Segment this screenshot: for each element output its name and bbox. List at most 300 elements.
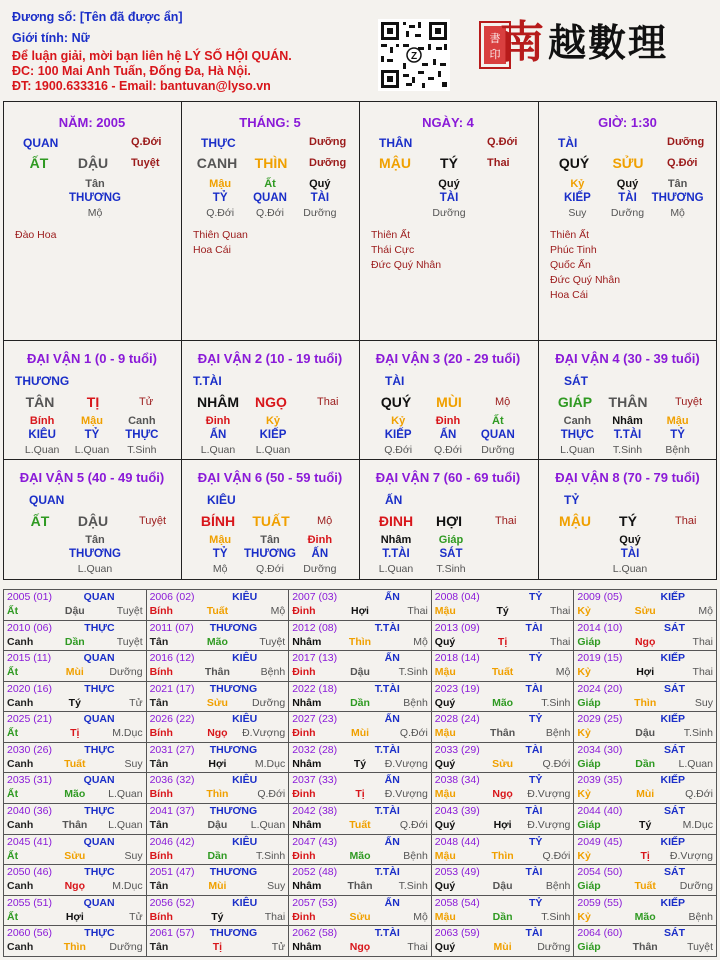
year-cell xyxy=(4,834,147,865)
dai-van-hidden-god: THỰC xyxy=(560,429,594,441)
year-label: 2043 (39) xyxy=(434,805,480,818)
year-state: Đ.Vượng xyxy=(527,819,571,832)
year-branch: Sửu xyxy=(634,605,656,617)
year-state: Tuyệt xyxy=(116,605,143,617)
year-cell xyxy=(289,926,432,957)
dai-van-hidden-state: Bệnh xyxy=(665,444,690,456)
year-stem: Mậu xyxy=(434,666,456,679)
svg-text:書: 書 xyxy=(489,32,501,45)
year-state: Dưỡng xyxy=(537,941,571,954)
year-branch: Dần xyxy=(635,757,656,770)
pillar-branch: THÌN xyxy=(254,155,288,171)
year-cell xyxy=(4,620,147,651)
hidden-god: THƯƠNG xyxy=(651,192,704,204)
hidden-god: KIẾP xyxy=(563,192,591,204)
year-god: THƯƠNG xyxy=(209,927,258,940)
year-label: 2032 (28) xyxy=(292,743,338,756)
year-cell xyxy=(574,742,717,773)
hidden-god: TỶ xyxy=(212,192,228,204)
year-label: 2014 (10) xyxy=(577,621,623,634)
dai-van-stem: NHÂM xyxy=(197,394,239,410)
year-label: 2025 (21) xyxy=(7,713,52,726)
year-god: SÁT xyxy=(664,927,685,940)
year-label: 2063 (59) xyxy=(434,927,480,940)
year-branch: Mùi xyxy=(350,727,370,740)
hidden-god: TÀI xyxy=(310,192,330,204)
dai-van-hidden-state: L.Quan xyxy=(74,444,110,456)
year-label: 2006 (02) xyxy=(149,591,195,603)
year-state: T.Sinh xyxy=(683,727,713,740)
year-cell xyxy=(431,865,574,896)
dai-van-hidden-god: SÁT xyxy=(439,548,463,560)
year-cell xyxy=(431,773,574,804)
dai-van-hidden-stem: Kỷ xyxy=(265,415,281,427)
hidden-god: QUAN xyxy=(253,192,287,204)
year-branch: Dần xyxy=(64,635,85,648)
pillar-god: THÂN xyxy=(379,136,413,150)
year-god: QUAN xyxy=(83,896,115,909)
year-label: 2058 (54) xyxy=(434,896,480,909)
hidden-state: Suy xyxy=(568,207,587,219)
year-state: Dưỡng xyxy=(109,941,143,954)
year-state: Tuyệt xyxy=(116,635,143,648)
year-state: Suy xyxy=(267,880,286,893)
year-state: Thai xyxy=(692,635,713,648)
year-label: 2034 (30) xyxy=(577,743,623,756)
year-row xyxy=(4,865,717,896)
year-state: Đ.Vượng xyxy=(669,849,713,862)
dai-van-god: KIÊU xyxy=(207,493,236,507)
dai-van-hidden-stem: Mậu xyxy=(81,415,103,427)
year-stem: Bính xyxy=(149,727,173,740)
dai-van-state: Mộ xyxy=(495,396,511,408)
year-cell xyxy=(574,590,717,621)
year-state: Thai xyxy=(407,941,428,954)
star-name: Đào Hoa xyxy=(15,229,57,241)
year-branch: Sửu xyxy=(64,849,86,862)
year-branch: Tị xyxy=(212,941,223,954)
year-cell xyxy=(4,804,147,835)
year-branch: Thân xyxy=(632,941,658,954)
pillar-state: Thai xyxy=(487,157,510,169)
year-branch: Thân xyxy=(204,666,230,679)
year-god: T.TÀI xyxy=(374,682,400,695)
dai-van-hidden-state: Q.Đới xyxy=(256,563,284,575)
year-stem: Kỷ xyxy=(577,666,591,679)
dai-van-title: ĐẠI VẬN 7 (60 - 69 tuổi) xyxy=(375,470,521,485)
year-state: T.Sinh xyxy=(256,849,286,862)
hidden-stem: Mậu xyxy=(209,178,232,190)
hidden-state: Dưỡng xyxy=(432,207,466,219)
year-cell xyxy=(289,620,432,651)
year-branch: Tuất xyxy=(206,605,229,617)
year-branch: Tị xyxy=(640,849,650,862)
year-stem: Mậu xyxy=(434,910,456,923)
year-row xyxy=(4,681,717,712)
year-label: 2061 (57) xyxy=(149,927,195,940)
pillar-state: Q.Đới xyxy=(667,157,698,169)
year-god: THƯƠNG xyxy=(209,621,258,634)
year-god: THỰC xyxy=(84,866,115,879)
pillar-title: GIỜ: 1:30 xyxy=(598,115,657,130)
dai-van-state: Tuyệt xyxy=(675,396,703,408)
dai-van-hidden-god: TỶ xyxy=(212,548,228,560)
year-branch: Thân xyxy=(347,880,373,893)
year-branch: Mão xyxy=(492,696,514,709)
pillar-right-state: Q.Đới xyxy=(131,136,162,148)
year-cell xyxy=(431,681,574,712)
dai-van-branch: MÙI xyxy=(436,394,462,410)
dai-van-hidden-state: L.Quan xyxy=(200,444,236,456)
year-row xyxy=(4,590,717,621)
year-god: THƯƠNG xyxy=(209,682,258,695)
year-cell xyxy=(289,590,432,621)
year-label: 2008 (04) xyxy=(434,591,480,603)
year-state: Mộ xyxy=(413,635,428,648)
year-stem: Canh xyxy=(7,757,34,770)
star-name: Hoa Cái xyxy=(193,244,231,256)
year-state: M.Dục xyxy=(112,727,143,740)
year-god: THỰC xyxy=(84,743,115,756)
year-cell xyxy=(289,895,432,926)
year-god: TỶ xyxy=(528,835,543,848)
year-stem: Quý xyxy=(434,880,456,893)
year-stem: Giáp xyxy=(577,880,601,893)
year-cell xyxy=(4,651,147,682)
year-state: Tử xyxy=(129,910,143,923)
year-branch: Dậu xyxy=(635,727,656,740)
year-god: KIÊU xyxy=(232,835,258,848)
year-branch: Tý xyxy=(639,819,652,832)
star-name: Hoa Cái xyxy=(550,289,588,301)
year-stem: Đinh xyxy=(292,666,316,679)
year-label: 2056 (52) xyxy=(149,896,195,909)
year-label: 2053 (49) xyxy=(434,866,480,879)
year-branch: Hợi xyxy=(208,757,227,770)
year-branch: Dậu xyxy=(492,880,513,893)
pillar-god: THỰC xyxy=(201,136,236,150)
year-state: Mộ xyxy=(698,605,713,617)
year-stem: Bính xyxy=(149,788,173,801)
dai-van-stem: GIÁP xyxy=(557,394,593,410)
year-god: ẤN xyxy=(384,713,400,726)
year-stem: Nhâm xyxy=(292,696,322,709)
year-label: 2010 (06) xyxy=(7,621,52,634)
year-branch: Mão xyxy=(64,788,86,801)
year-branch: Thân xyxy=(490,727,516,740)
year-branch: Mùi xyxy=(65,666,84,679)
dai-van-hidden-stem: Canh xyxy=(128,415,156,427)
dai-van-hidden-state: L.Quan xyxy=(378,563,414,575)
year-label: 2060 (56) xyxy=(7,927,52,940)
year-row xyxy=(4,742,717,773)
year-cell xyxy=(146,834,289,865)
dai-van-hidden-stem: Nhâm xyxy=(612,415,643,427)
year-cell xyxy=(146,651,289,682)
dai-van-god: QUAN xyxy=(29,493,65,507)
year-branch: Thìn xyxy=(63,941,86,954)
dai-van-hidden-state: Mộ xyxy=(212,563,228,575)
year-cell xyxy=(146,804,289,835)
year-branch: Tuất xyxy=(64,757,86,770)
year-stem: Quý xyxy=(434,757,456,770)
year-branch: Mùi xyxy=(493,941,512,954)
pillar-branch: TÝ xyxy=(440,155,458,171)
dai-van-stem: MẬU xyxy=(559,513,591,529)
year-cell xyxy=(146,773,289,804)
year-god: TÀI xyxy=(525,621,543,634)
year-stem: Ất xyxy=(7,605,19,617)
year-label: 2012 (08) xyxy=(292,621,338,634)
year-label: 2057 (53) xyxy=(292,896,338,909)
year-god: THỰC xyxy=(84,682,115,695)
year-cell xyxy=(289,681,432,712)
year-cell xyxy=(431,712,574,743)
year-label: 2011 (07) xyxy=(149,621,194,634)
year-state: M.Dục xyxy=(682,819,713,832)
logo-first-char: 南 xyxy=(500,17,544,68)
year-label: 2031 (27) xyxy=(149,743,195,756)
pillar-right-state: Dưỡng xyxy=(667,136,705,148)
year-label: 2018 (14) xyxy=(434,652,480,665)
year-cell xyxy=(146,742,289,773)
year-state: Thai xyxy=(549,635,571,648)
dai-van-state: Mộ xyxy=(317,515,333,527)
year-god: T.TÀI xyxy=(374,927,400,940)
dai-van-hidden-state: L.Quan xyxy=(612,563,648,575)
year-label: 2044 (40) xyxy=(577,805,623,818)
year-row xyxy=(4,895,717,926)
dai-van-hidden-stem: Quý xyxy=(619,534,641,546)
year-branch: Mùi xyxy=(208,880,227,893)
year-state: L.Quan xyxy=(678,757,713,770)
year-god: SÁT xyxy=(664,743,685,756)
year-label: 2059 (55) xyxy=(577,896,623,909)
dai-van-hidden-god: THỰC xyxy=(125,429,159,441)
year-branch: Dậu xyxy=(64,605,85,617)
year-state: Q.Đới xyxy=(542,757,571,770)
year-branch: Mùi xyxy=(636,788,655,801)
year-branch: Tị xyxy=(355,788,365,801)
year-row xyxy=(4,773,717,804)
year-branch: Ngọ xyxy=(349,941,371,954)
year-branch: Dậu xyxy=(350,666,370,679)
year-branch: Tý xyxy=(211,910,224,923)
pillar-title: THÁNG: 5 xyxy=(239,115,301,130)
dai-van-hidden-god: QUAN xyxy=(480,429,515,441)
year-cell xyxy=(146,620,289,651)
year-label: 2041 (37) xyxy=(149,805,195,818)
star-name: Đức Quý Nhân xyxy=(371,259,442,271)
year-cell xyxy=(574,926,717,957)
hidden-state: Dưỡng xyxy=(303,207,337,219)
dai-van-state: Thai xyxy=(495,515,517,527)
year-branch: Dần xyxy=(350,696,370,709)
year-cell xyxy=(431,926,574,957)
year-label: 2013 (09) xyxy=(434,621,480,634)
dai-van-state: Tử xyxy=(139,396,154,408)
year-label: 2033 (29) xyxy=(434,743,480,756)
dai-van-god: THƯƠNG xyxy=(15,374,70,388)
year-god: KIÊU xyxy=(232,652,258,665)
year-god: TÀI xyxy=(525,927,543,940)
year-state: Mộ xyxy=(555,666,571,679)
year-state: Bệnh xyxy=(403,849,428,862)
year-label: 2035 (31) xyxy=(7,774,52,787)
year-label: 2047 (43) xyxy=(292,835,338,848)
year-label: 2015 (11) xyxy=(7,652,52,665)
year-cell xyxy=(574,804,717,835)
year-label: 2045 (41) xyxy=(7,835,52,848)
hidden-god: TÀI xyxy=(439,192,459,204)
year-label: 2062 (58) xyxy=(292,927,338,940)
year-cell xyxy=(431,834,574,865)
year-god: TỶ xyxy=(528,896,543,909)
dai-van-hidden-stem: Đinh xyxy=(435,415,461,427)
year-cell xyxy=(289,773,432,804)
hidden-stem: Ất xyxy=(264,178,276,190)
year-god: ẤN xyxy=(384,774,400,787)
year-label: 2021 (17) xyxy=(149,682,195,695)
year-cell xyxy=(431,742,574,773)
year-label: 2027 (23) xyxy=(292,713,338,726)
year-branch: Thân xyxy=(62,819,88,832)
year-god: KIÊU xyxy=(232,713,258,726)
year-god: KIẾP xyxy=(660,835,685,848)
year-stem: Ất xyxy=(7,910,19,923)
dai-van-hidden-state: L.Quan xyxy=(255,444,291,456)
year-state: Dưỡng xyxy=(679,880,713,893)
pillar-right-state: Q.Đới xyxy=(487,136,518,148)
dai-van-stem: QUÝ xyxy=(380,394,412,410)
dai-van-hidden-god: ẤN xyxy=(311,548,329,560)
year-row xyxy=(4,620,717,651)
pillar-stem: QUÝ xyxy=(558,155,590,171)
year-god: T.TÀI xyxy=(374,866,400,879)
year-label: 2036 (32) xyxy=(149,774,195,787)
dai-van-hidden-god: TỶ xyxy=(84,429,100,441)
dai-van-hidden-state: Dưỡng xyxy=(481,444,515,456)
year-branch: Sửu xyxy=(349,910,371,923)
year-stem: Đinh xyxy=(292,849,316,862)
year-cell xyxy=(146,681,289,712)
year-label: 2042 (38) xyxy=(292,805,338,818)
year-god: KIÊU xyxy=(232,591,258,603)
pillar-stem: ẤT xyxy=(29,155,49,171)
svg-text:印: 印 xyxy=(489,48,501,61)
dai-van-hidden-god: KIÊU xyxy=(28,429,56,441)
dai-van-god: TÀI xyxy=(385,374,405,388)
year-god: ẤN xyxy=(384,835,400,848)
year-god: TỶ xyxy=(528,774,543,787)
dai-van-god: SÁT xyxy=(564,374,588,388)
year-cell xyxy=(146,712,289,743)
year-label: 2051 (47) xyxy=(149,866,195,879)
year-god: SÁT xyxy=(664,682,685,695)
year-label: 2052 (48) xyxy=(292,866,338,879)
star-name: Thái Cực xyxy=(371,244,415,256)
year-stem: Nhâm xyxy=(292,941,322,954)
dai-van-hidden-state: T.Sinh xyxy=(436,563,466,575)
dai-van-title: ĐẠI VẬN 8 (70 - 79 tuổi) xyxy=(555,470,700,485)
year-state: Thai xyxy=(692,666,713,679)
dai-van-title: ĐẠI VẬN 2 (10 - 19 tuổi) xyxy=(197,351,343,366)
dai-van-hidden-stem: Ất xyxy=(492,415,504,427)
year-state: Suy xyxy=(124,849,143,862)
year-state: T.Sinh xyxy=(398,880,428,893)
dai-van-hidden-state: Dưỡng xyxy=(303,563,337,575)
pillar-title: NGÀY: 4 xyxy=(422,115,474,130)
star-name: Quốc Ấn xyxy=(550,259,591,271)
year-label: 2038 (34) xyxy=(434,774,480,787)
dai-van-hidden-stem: Nhâm xyxy=(380,534,412,546)
hidden-state: Mộ xyxy=(670,207,685,219)
dai-van-hidden-god: T.TÀI xyxy=(382,548,410,560)
year-label: 2028 (24) xyxy=(434,713,480,726)
year-cell xyxy=(574,712,717,743)
star-name: Thiên Quan xyxy=(193,229,248,241)
year-label: 2030 (26) xyxy=(7,743,52,756)
pillar-state: Tuyệt xyxy=(131,157,160,169)
year-stem: Kỷ xyxy=(577,910,591,923)
year-god: T.TÀI xyxy=(374,805,400,818)
year-god: QUAN xyxy=(83,774,115,787)
dai-van-hidden-state: L.Quan xyxy=(24,444,60,456)
dai-van-state: Thai xyxy=(675,515,697,527)
year-label: 2022 (18) xyxy=(292,682,338,695)
logo-text: 越數理 xyxy=(548,20,669,65)
year-label: 2046 (42) xyxy=(149,835,195,848)
year-state: T.Sinh xyxy=(398,666,428,679)
year-god: QUAN xyxy=(83,652,115,665)
year-god: TỶ xyxy=(528,591,543,603)
year-stem: Đinh xyxy=(292,788,316,801)
year-branch: Tuất xyxy=(491,666,514,679)
year-god: ẤN xyxy=(384,896,400,909)
dai-van-branch: HỢI xyxy=(436,513,462,529)
year-label: 2029 (25) xyxy=(577,713,623,726)
year-state: L.Quan xyxy=(250,819,286,832)
year-row xyxy=(4,926,717,957)
year-branch: Hợi xyxy=(636,666,655,679)
year-state: Tử xyxy=(129,696,143,709)
year-table xyxy=(3,589,717,957)
year-label: 2019 (15) xyxy=(577,652,623,665)
year-cell xyxy=(289,712,432,743)
year-stem: Giáp xyxy=(577,696,601,709)
year-stem: Quý xyxy=(434,696,456,709)
hidden-stem: Tân xyxy=(667,178,688,190)
year-stem: Tân xyxy=(149,696,169,709)
year-stem: Kỷ xyxy=(577,727,591,740)
year-god: TÀI xyxy=(525,743,543,756)
year-state: L.Quan xyxy=(108,788,143,801)
dai-van-hidden-state: T.Sinh xyxy=(127,444,157,456)
year-label: 2039 (35) xyxy=(577,774,623,787)
year-god: THƯƠNG xyxy=(209,866,258,879)
year-cell xyxy=(574,681,717,712)
year-row xyxy=(4,712,717,743)
year-cell xyxy=(146,590,289,621)
year-branch: Mão xyxy=(349,849,371,862)
star-name: Đức Quý Nhân xyxy=(550,274,621,286)
dai-van-god: TỶ xyxy=(564,493,580,507)
year-branch: Hợi xyxy=(65,910,84,923)
year-god: QUAN xyxy=(83,835,115,848)
dai-van-title: ĐẠI VẬN 5 (40 - 49 tuổi) xyxy=(19,470,165,485)
year-branch: Ngọ xyxy=(207,727,228,740)
year-branch: Tuất xyxy=(634,880,656,893)
